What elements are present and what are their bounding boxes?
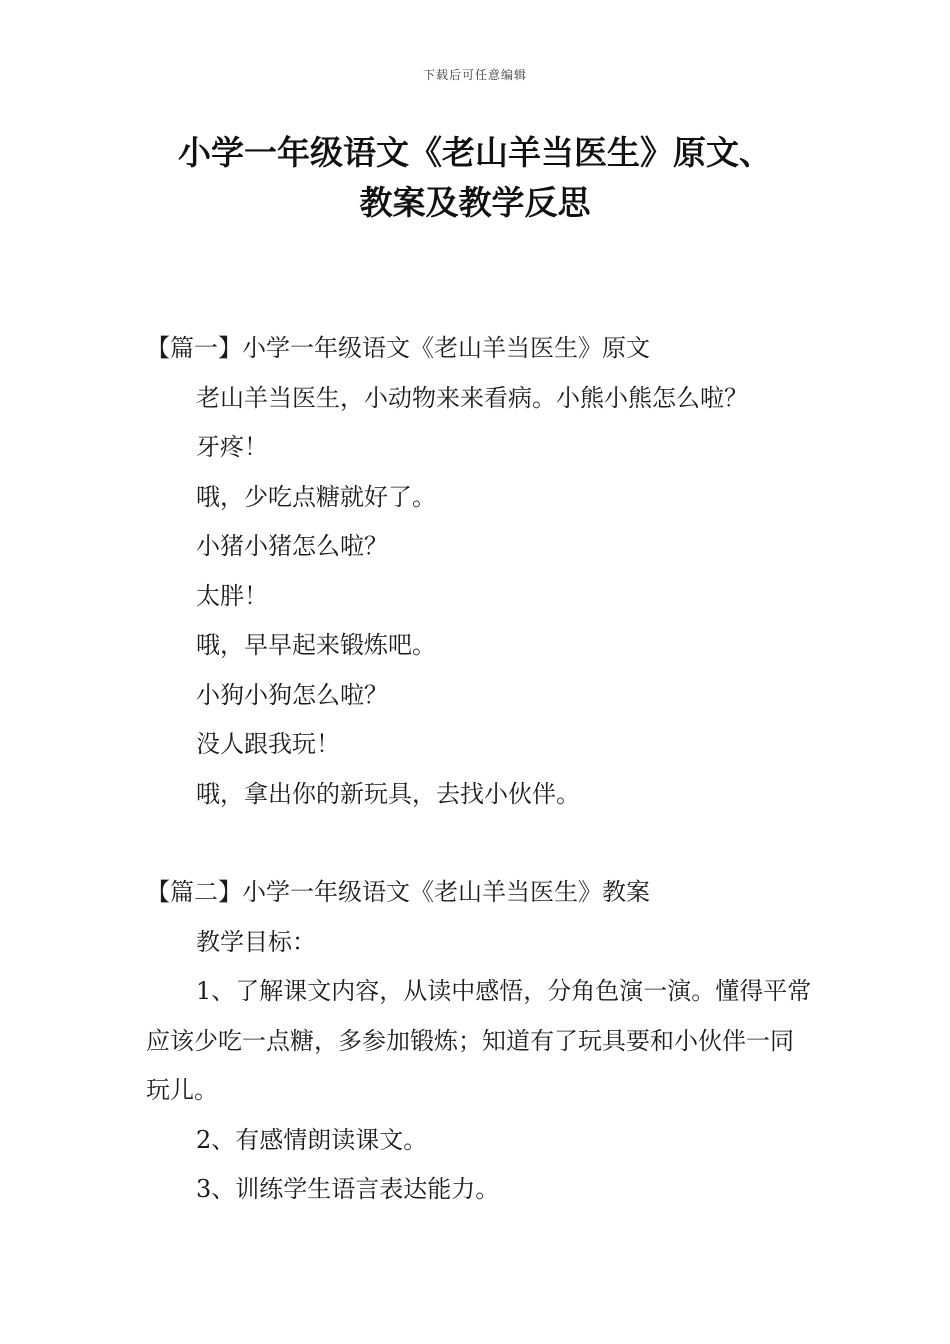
section-1-line: 哦，拿出你的新玩具，去找小伙伴。 bbox=[196, 779, 580, 808]
section-1-line: 没人跟我玩！ bbox=[196, 730, 340, 758]
section-2-line: 1、了解课文内容，从读中感悟，分角色演一演。懂得平常应该少吃一点糖，多参加锻炼；知道有了玩具要和小伙伴一同玩儿。 bbox=[146, 977, 812, 1104]
section-1-line: 小猪小猪怎么啦？ bbox=[196, 532, 388, 560]
section-2-heading: 【篇二】小学一年级语文《老山羊当医生》教案 bbox=[146, 878, 650, 906]
document-body bbox=[146, 324, 816, 1215]
section-1-line: 老山羊当医生，小动物来来看病。小熊小熊怎么啦？ bbox=[196, 383, 748, 412]
section-2-line: 教学目标： bbox=[196, 927, 316, 956]
section-1-line: 小狗小狗怎么啦？ bbox=[196, 680, 388, 709]
header-note: 下载后可任意编辑 bbox=[422, 68, 527, 82]
document-title bbox=[100, 128, 850, 228]
section-1-line: 哦，早早起来锻炼吧。 bbox=[196, 631, 436, 659]
title-line-2: 教案及教学反思 bbox=[359, 183, 591, 222]
section-2-line: 3、训练学生语言表达能力。 bbox=[196, 1175, 500, 1203]
section-1-line: 牙疼！ bbox=[196, 433, 268, 461]
section-1-line: 太胖！ bbox=[196, 581, 268, 610]
section-2-line: 2、有感情朗读课文。 bbox=[196, 1125, 428, 1154]
title-line-1: 小学一年级语文《老山羊当医生》原文、 bbox=[178, 133, 772, 172]
section-spacer bbox=[146, 819, 816, 868]
section-1-line: 哦，少吃点糖就好了。 bbox=[196, 482, 436, 511]
section-1-heading: 【篇一】小学一年级语文《老山羊当医生》原文 bbox=[146, 334, 650, 362]
